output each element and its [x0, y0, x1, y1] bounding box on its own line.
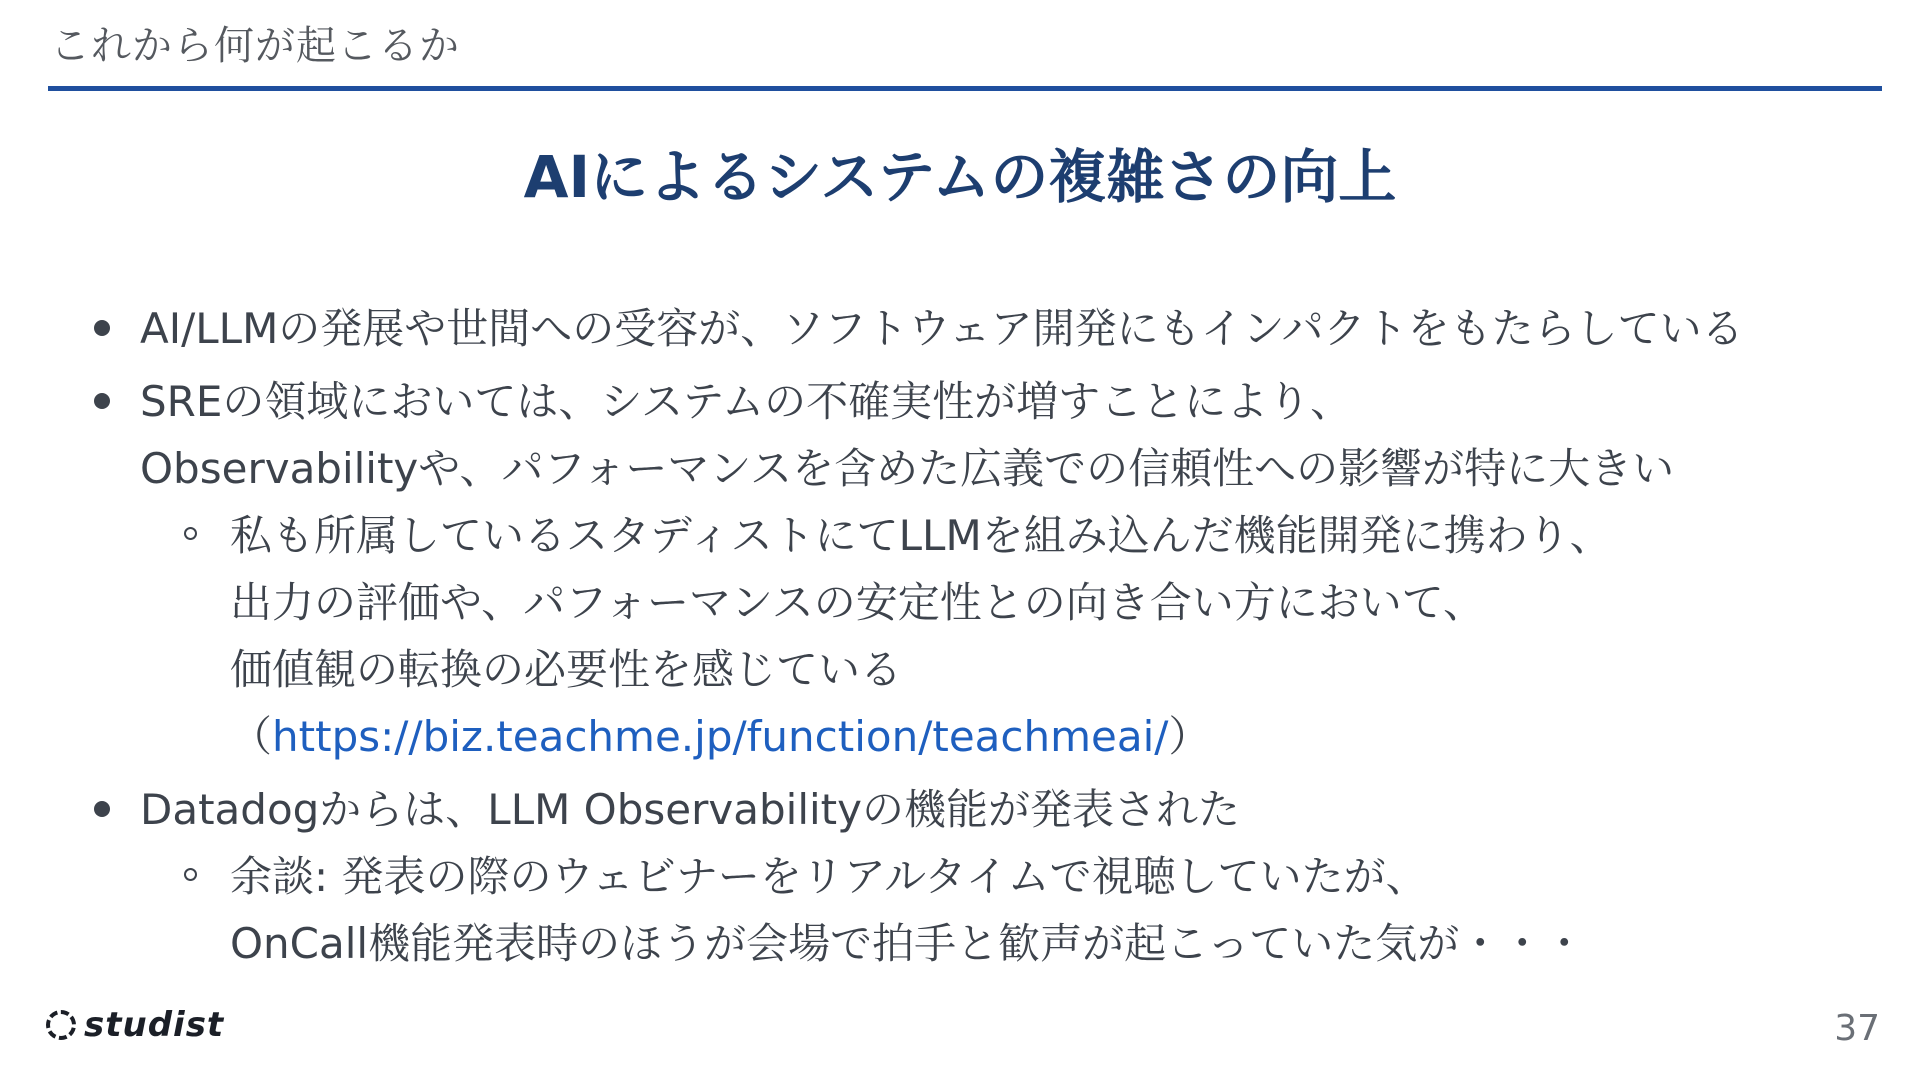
teachme-ai-link[interactable]: https://biz.teachme.jp/function/teachmeai/	[272, 712, 1169, 761]
sub-bullet-text: 出力の評価や、パフォーマンスの安定性との向き合い方において、	[230, 578, 1485, 627]
sub-bullet-aside	[0, 843, 1880, 977]
sub-bullet-text: OnCall機能発表時のほうが会場で拍手と歓声が起こっていた気が・・・	[230, 919, 1586, 968]
sub-bullet-text: 私も所属しているスタディストにてLLMを組み込んだ機能開発に携わり、	[230, 511, 1612, 560]
bullet-text: Observabilityや、パフォーマンスを含めた広義での信頼性への影響が特に大きい	[140, 444, 1675, 493]
hollow-bullet-icon	[184, 527, 197, 540]
bullet-list	[0, 295, 1920, 977]
sub-bullet-text: 余談: 発表の際のウェビナーをリアルタイムで視聴していたが、	[230, 852, 1428, 901]
bullet-dot-icon	[94, 320, 110, 336]
bullet-item-datadog	[0, 776, 1890, 843]
bullet-dot-icon	[94, 393, 110, 409]
sub-bullet-studist	[0, 502, 1880, 770]
bullet-item-sre	[0, 368, 1890, 502]
link-open-paren: （	[230, 712, 273, 761]
page-number: 37	[1834, 1008, 1880, 1049]
hollow-bullet-icon	[184, 868, 197, 881]
header-divider	[48, 86, 1882, 91]
bullet-text: AI/LLMの発展や世間への受容が、ソフトウェア開発にもインパクトをもたらしている	[140, 304, 1744, 353]
sub-bullet-text: 価値観の転換の必要性を感じている	[230, 645, 903, 694]
bullet-dot-icon	[94, 801, 110, 817]
logo-wordmark: studist	[84, 1005, 225, 1045]
section-header: これから何が起こるか	[50, 23, 460, 69]
link-close-paren: ）	[1168, 712, 1211, 761]
bullet-item-ai-llm	[0, 295, 1890, 362]
studist-logo	[46, 1005, 224, 1045]
slide-title: AIによるシステムの複雑さの向上	[523, 143, 1397, 211]
bullet-text: SREの領域においては、システムの不確実性が増すことにより、	[140, 377, 1353, 426]
link-line	[230, 703, 1880, 770]
studist-logo-icon	[46, 1010, 76, 1040]
bullet-text: Datadogからは、LLM Observabilityの機能が発表された	[140, 785, 1240, 834]
